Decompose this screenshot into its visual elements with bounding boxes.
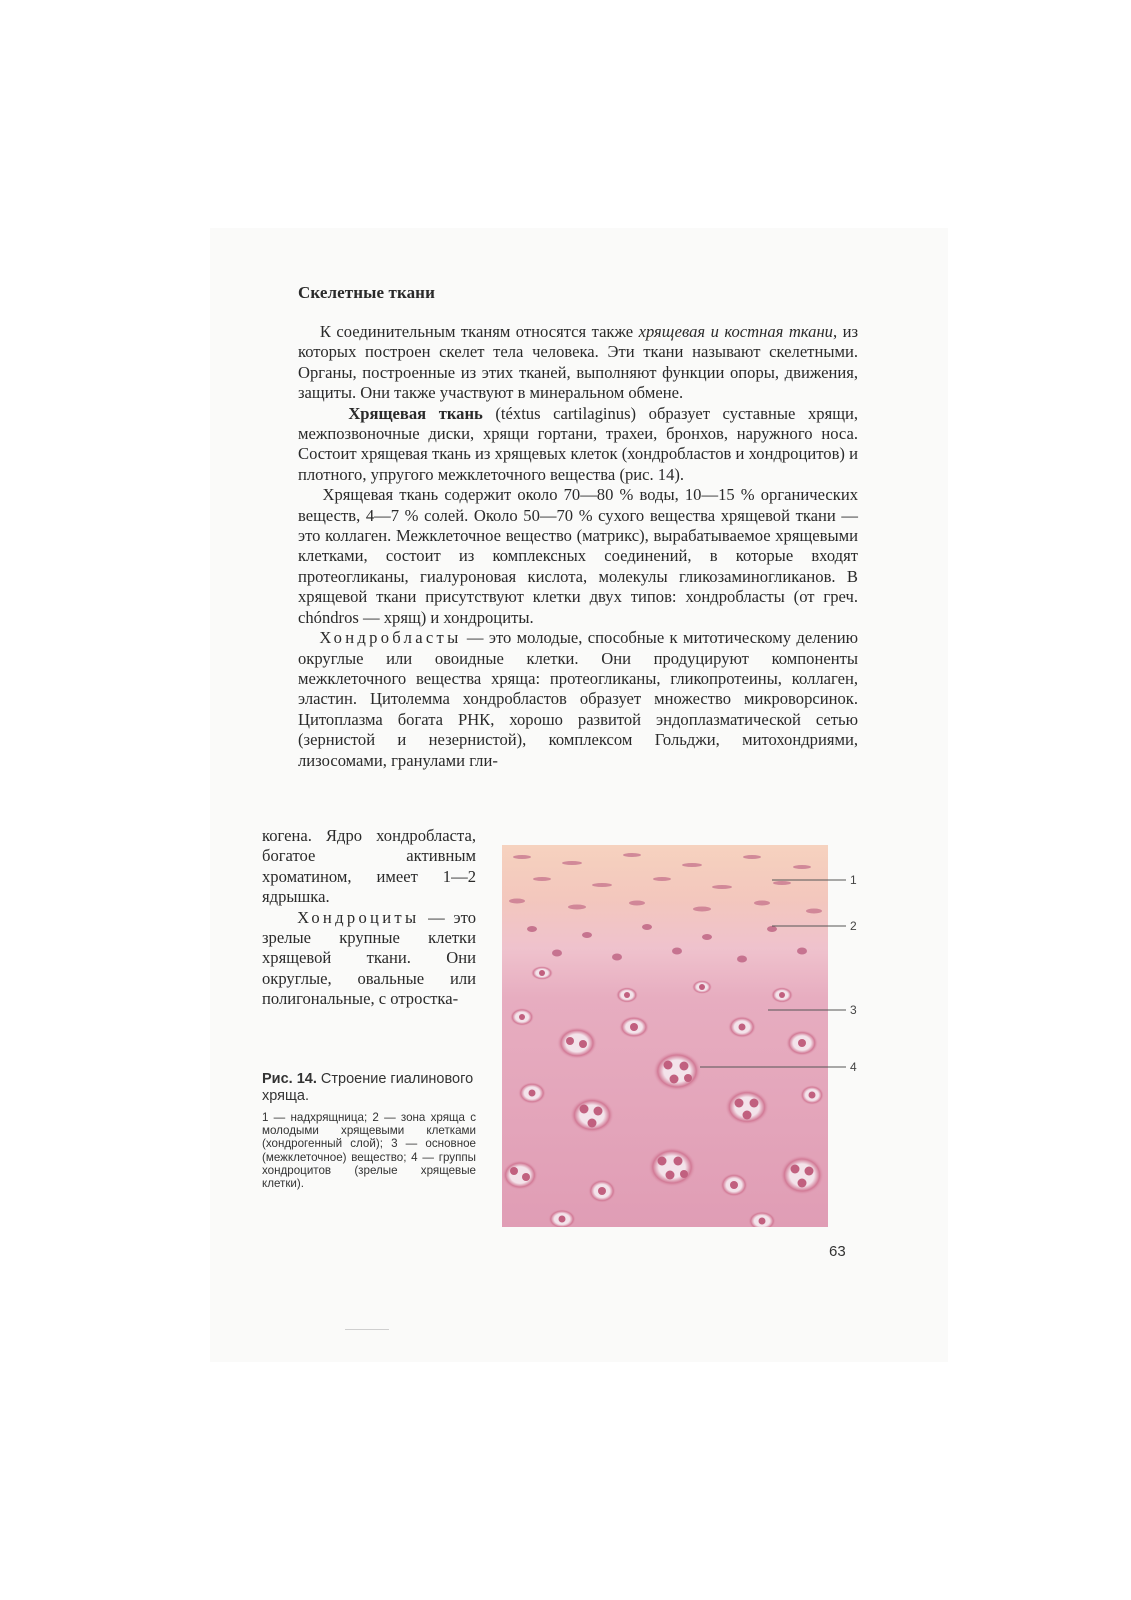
para1-end: , из которых построен скелет тела человека. Эти ткани называют скелетными. Органы, построенные из этих тканей, выполняют функции опоры, движения, защиты. Они также участвуют в минеральном обмене. — [298, 322, 859, 403]
caption-title-text: Строение гиалинового хряща. — [262, 1071, 474, 1104]
para4-text: — это молодые, способные к митотическому делению округлые или овоидные клетки. Они продуцируют компоненты межклеточного вещества хряща: протеогликаны, гликопротеины, коллаген, эластин. Цитолемма хондробластов образует множество микроворсинок. Цитоплазма богата РНК, хорошо развитой эндоплазматической сетью (зернистой и незернистой), комплексом Гольджи, митохондриями, лизосомами, гранулами гли- — [298, 628, 859, 770]
side-paragraph-1: когена. Ядро хондробласта, богатое активным хроматином, имеет 1—2 ядрышка. — [262, 826, 476, 907]
callout-number-1: 1 — [850, 873, 857, 887]
caption-legend: 1 — надхрящница; 2 — зона хряща с молодыми хрящевыми клетками (хондрогенный слой); 3 — основное (межклеточное) вещество; 4 — группы хондроцитов (зрелые хрящевые клетки). — [262, 1111, 476, 1191]
para1-emphasis: хрящевая и костная ткани — [638, 322, 833, 341]
side-text: — это зрелые крупные клетки хрящевой ткани. Они округлые, овальные или полигональные, с отростка- — [262, 907, 476, 1009]
section-heading: Скелетные ткани — [298, 283, 435, 302]
callout-number-3: 3 — [850, 1003, 857, 1017]
scan-mark — [345, 1329, 389, 1330]
page-number: 63 — [829, 1243, 846, 1260]
side-term: Хондроциты — [297, 907, 420, 927]
callout-number-2: 2 — [850, 919, 857, 933]
para3-text: Хрящевая ткань содержит около 70—80 % воды, 10—15 % органических веществ, 4—7 % солей. Около 50—70 % сухого вещества хрящевой ткани — это коллаген. Межклеточное вещество (матрикс), вырабатываемое хрящевыми клетками, состоит из комплексных соединений, в которые входят протеогликаны, гиалуроновая кислота, молекулы гликозаминогликанов. В хрящевой ткани присутствуют клетки двух типов: хондробласты (от греч. chóndros — хрящ) и хондроциты. — [298, 485, 858, 627]
para2-text: (téxtus cartilaginus) образует суставные хрящи, межпозвоночные диски, хрящи гортани, трахеи, бронхов, наружного носа. Состоит хрящевая ткань из хрящевых клеток (хондробластов и хондроцитов) и плотного, упругого межклеточного вещества (рис. 14). — [298, 403, 859, 484]
caption-label: Рис. 14. — [262, 1071, 317, 1087]
para1-start: К соединительным тканям относятся также — [319, 322, 639, 341]
para2-lead-term: Хрящевая ткань — [348, 403, 483, 423]
para4-term: Хондробласты — [319, 628, 462, 648]
callout-number-4: 4 — [850, 1060, 857, 1074]
